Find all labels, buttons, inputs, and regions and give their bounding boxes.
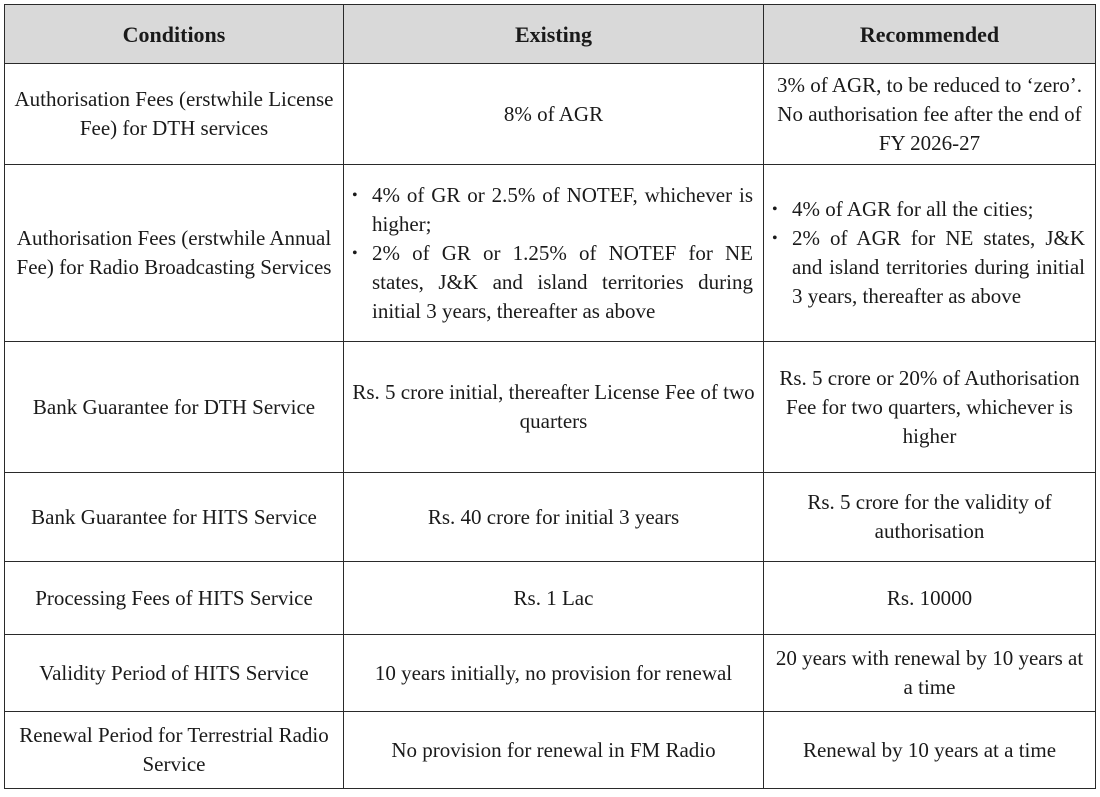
bullet-icon: • <box>352 244 358 262</box>
header-conditions: Conditions <box>5 5 344 64</box>
condition-cell: Validity Period of HITS Service <box>5 635 344 712</box>
condition-cell: Bank Guarantee for DTH Service <box>5 342 344 473</box>
list-item-text: 2% of GR or 1.25% of NOTEF for NE states, J&K and island territories during initial 3 years, thereafter as above <box>372 240 753 323</box>
existing-cell: Rs. 1 Lac <box>344 562 764 635</box>
list-item <box>772 195 1085 224</box>
table-row <box>5 473 1096 562</box>
existing-cell: No provision for renewal in FM Radio <box>344 712 764 789</box>
list-item-text: 4% of AGR for all the cities; <box>792 197 1034 221</box>
recommended-bullet-list <box>770 195 1085 311</box>
recommended-cell: Rs. 10000 <box>764 562 1096 635</box>
table-row <box>5 64 1096 165</box>
list-item-text: 4% of GR or 2.5% of NOTEF, whichever is higher; <box>372 182 753 236</box>
recommended-cell: Renewal by 10 years at a time <box>764 712 1096 789</box>
existing-cell: 10 years initially, no provision for renewal <box>344 635 764 712</box>
document-page <box>4 4 1095 789</box>
bullet-icon: • <box>352 186 358 204</box>
bullet-icon: • <box>772 230 778 247</box>
table-row <box>5 342 1096 473</box>
condition-cell: Bank Guarantee for HITS Service <box>5 473 344 562</box>
list-item <box>352 181 753 239</box>
list-item <box>352 239 753 326</box>
recommended-cell <box>764 165 1096 342</box>
header-existing: Existing <box>344 5 764 64</box>
comparison-table <box>4 4 1096 789</box>
bullet-icon: • <box>772 201 778 218</box>
condition-cell: Renewal Period for Terrestrial Radio Service <box>5 712 344 789</box>
recommended-cell: 3% of AGR, to be reduced to ‘zero’. No authorisation fee after the end of FY 2026-27 <box>764 64 1096 165</box>
table-row <box>5 712 1096 789</box>
recommended-cell: 20 years with renewal by 10 years at a time <box>764 635 1096 712</box>
existing-bullet-list <box>350 181 753 326</box>
condition-cell: Authorisation Fees (erstwhile License Fee) for DTH services <box>5 64 344 165</box>
condition-cell: Authorisation Fees (erstwhile Annual Fee) for Radio Broadcasting Services <box>5 165 344 342</box>
table-row <box>5 635 1096 712</box>
list-item <box>772 224 1085 311</box>
recommended-cell: Rs. 5 crore or 20% of Authorisation Fee for two quarters, whichever is higher <box>764 342 1096 473</box>
existing-cell: Rs. 40 crore for initial 3 years <box>344 473 764 562</box>
table-row <box>5 165 1096 342</box>
existing-cell: 8% of AGR <box>344 64 764 165</box>
table-row <box>5 562 1096 635</box>
condition-cell: Processing Fees of HITS Service <box>5 562 344 635</box>
recommended-cell: Rs. 5 crore for the validity of authorisation <box>764 473 1096 562</box>
existing-cell <box>344 165 764 342</box>
list-item-text: 2% of AGR for NE states, J&K and island territories during initial 3 years, thereafter as above <box>792 226 1085 308</box>
table-header-row <box>5 5 1096 64</box>
existing-cell: Rs. 5 crore initial, thereafter License Fee of two quarters <box>344 342 764 473</box>
header-recommended: Recommended <box>764 5 1096 64</box>
